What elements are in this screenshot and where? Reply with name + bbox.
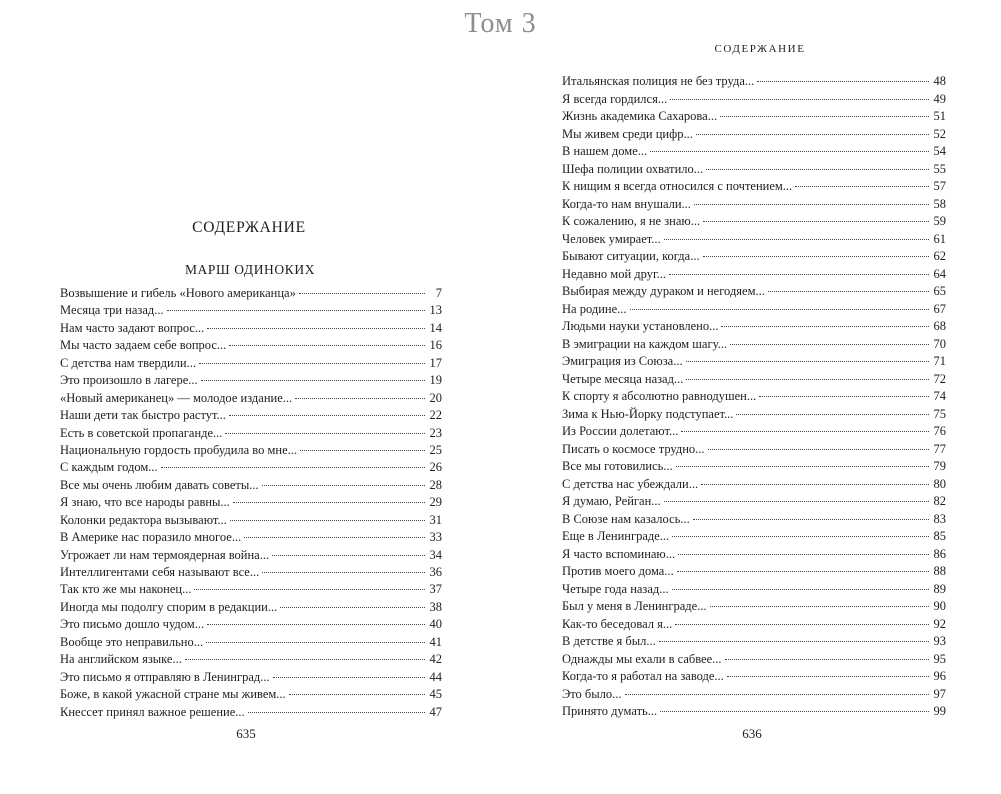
toc-entry-title: Это письмо я отправляю в Ленинград... [60, 669, 270, 684]
toc-entry-title: Когда-то нам внушали... [562, 196, 691, 211]
toc-entry [562, 301, 946, 319]
dot-leader [721, 326, 929, 327]
toc-entry-page: 90 [933, 599, 946, 613]
toc-entry-page: 36 [429, 565, 442, 579]
toc-heading: СОДЕРЖАНИЕ [192, 219, 306, 236]
toc-entry [562, 388, 946, 406]
toc-entry-page: 48 [933, 74, 946, 88]
toc-entry-title: Месяца три назад... [60, 303, 164, 318]
toc-entry [562, 266, 946, 284]
dot-leader [625, 694, 929, 695]
dot-leader [686, 379, 929, 380]
dot-leader [659, 641, 929, 642]
toc-entry [562, 703, 946, 721]
toc-entry-page: 65 [933, 284, 946, 298]
dot-leader [280, 607, 425, 608]
dot-leader [225, 433, 425, 434]
toc-entry [562, 161, 946, 179]
dot-leader [727, 676, 929, 677]
toc-entry-title: Человек умирает... [562, 231, 661, 246]
toc-entry-title: Нам часто задают вопрос... [60, 320, 205, 335]
toc-entry [562, 143, 946, 161]
toc-entry [60, 669, 442, 686]
toc-entry [562, 108, 946, 126]
toc-entry-title: Мы живем среди цифр... [562, 126, 693, 141]
toc-entry [60, 337, 442, 354]
dot-leader [199, 363, 425, 364]
dot-leader [207, 328, 425, 329]
toc-entry-title: Интеллигентами себя называют все... [60, 565, 260, 579]
dot-leader [703, 256, 929, 257]
toc-entry-page: 29 [429, 495, 442, 510]
dot-leader [230, 520, 425, 521]
toc-entry-page: 96 [933, 669, 946, 683]
toc-entry-page: 14 [429, 320, 442, 335]
toc-entry-title: Угрожает ли нам термоядерная война... [60, 547, 270, 562]
toc-entry-title: Все мы готовились... [562, 459, 673, 473]
toc-entry [562, 616, 946, 634]
dot-leader [768, 291, 929, 292]
toc-entry-page: 95 [933, 651, 946, 666]
toc-entry-title: Наши дети так быстро растут... [60, 408, 226, 423]
toc-entry-title: В нашем доме... [562, 144, 648, 158]
dot-leader [650, 151, 929, 152]
toc-entry-page: 74 [933, 389, 946, 403]
toc-entry-page: 57 [933, 179, 946, 193]
toc-entry-title: Так кто же мы наконец... [60, 582, 192, 597]
toc-entry [562, 581, 946, 599]
dot-leader [710, 606, 929, 607]
toc-entry-title: Мы часто задаем себе вопрос... [60, 338, 227, 353]
toc-entry-page: 55 [933, 161, 946, 176]
dot-leader [677, 571, 929, 572]
toc-entry [562, 371, 946, 389]
toc-entry [562, 563, 946, 581]
toc-entry [60, 477, 442, 494]
toc-entry-page: 51 [933, 109, 946, 123]
toc-entry [562, 423, 946, 441]
toc-entry-title: Я думаю, Рейган... [562, 494, 661, 508]
toc-entry-page: 37 [429, 582, 442, 597]
toc-entry-title: Колонки редактора вызывают... [60, 512, 227, 527]
toc-entry-page: 28 [429, 477, 442, 492]
toc-entry-title: Все мы очень любим давать советы... [60, 477, 259, 492]
toc-entry-title: Когда-то я работал на заводе... [562, 669, 724, 683]
dot-leader [757, 81, 929, 82]
toc-entry-title: «Новый американец» — молодое издание... [60, 390, 293, 405]
toc-entry-page: 31 [429, 512, 442, 527]
toc-entry [60, 425, 442, 442]
toc-entry-page: 82 [933, 494, 946, 508]
toc-entry [562, 406, 946, 424]
toc-entry-page: 20 [429, 390, 442, 405]
toc-entry-title: В детстве я был... [562, 634, 656, 648]
toc-entry [60, 686, 442, 703]
dot-leader [289, 694, 425, 695]
toc-entry-page: 92 [933, 616, 946, 631]
toc-entry-title: Однажды мы ехали в сабвее... [562, 651, 722, 666]
toc-entry-title: Итальянская полиция не без труда... [562, 74, 755, 88]
dot-leader [670, 99, 929, 100]
toc-entry-page: 86 [933, 546, 946, 561]
toc-entry-title: В Америке нас поразило многое... [60, 530, 242, 545]
dot-leader [672, 536, 929, 537]
toc-entry [562, 458, 946, 476]
toc-entry-page: 16 [429, 338, 442, 353]
toc-entry-page: 88 [933, 564, 946, 578]
toc-entry [562, 546, 946, 564]
toc-entry-title: Из России долетают... [562, 424, 679, 438]
toc-entry-page: 34 [429, 547, 442, 562]
page-number-right: 636 [742, 726, 762, 741]
toc-entry [60, 651, 442, 668]
toc-entry-page: 79 [933, 459, 946, 473]
toc-entry-title: Национальную гордость пробудила во мне... [60, 442, 298, 457]
dot-leader [248, 712, 425, 713]
toc-entry-page: 72 [933, 371, 946, 386]
toc-entry-title: В эмиграции на каждом шагу... [562, 336, 727, 351]
toc-entry [562, 633, 946, 651]
toc-entry-title: Я часто вспоминаю... [562, 546, 676, 561]
toc-entry [562, 668, 946, 686]
toc-entry-page: 45 [429, 687, 442, 702]
toc-entry-title: Это произошло в лагере... [60, 373, 198, 388]
dot-leader [730, 344, 929, 345]
toc-entry [562, 283, 946, 301]
toc-entry [60, 547, 442, 564]
toc-entry-title: Принято думать... [562, 704, 658, 718]
dot-leader [295, 398, 425, 399]
toc-entry-title: Это письмо дошло чудом... [60, 617, 205, 632]
dot-leader [194, 589, 425, 590]
dot-leader [630, 309, 929, 310]
dot-leader [300, 450, 425, 451]
toc-entry-title: Шефа полиции охватило... [562, 161, 704, 176]
toc-entry [562, 686, 946, 704]
toc-entry-title: С каждым годом... [60, 460, 158, 475]
toc-entry [60, 634, 442, 651]
toc-entry [60, 599, 442, 616]
running-head: СОДЕРЖАНИЕ [714, 43, 806, 55]
dot-leader [706, 169, 929, 170]
toc-entry-title: Вообще это неправильно... [60, 634, 204, 649]
toc-entry [60, 442, 442, 459]
toc-entry-page: 99 [933, 704, 946, 718]
dot-leader [262, 572, 425, 573]
toc-entry-page: 58 [933, 196, 946, 211]
toc-entry [562, 126, 946, 144]
dot-leader [272, 555, 425, 556]
dot-leader [681, 431, 929, 432]
toc-entry-page: 25 [429, 442, 442, 457]
toc-entry-title: Я всегда гордился... [562, 91, 668, 106]
toc-entry-title: Людьми науки установлено... [562, 319, 719, 333]
toc-entry [562, 353, 946, 371]
toc-entry-title: Возвышение и гибель «Нового американца» [60, 286, 296, 300]
dot-leader [686, 361, 929, 362]
toc-entry-title: С детства нам твердили... [60, 355, 196, 370]
toc-entry-title: Писать о космосе трудно... [562, 441, 705, 456]
toc-entry [562, 598, 946, 616]
toc-entry-title: К сожалению, я не знаю... [562, 214, 701, 228]
toc-entry-page: 40 [429, 617, 442, 632]
dot-leader [693, 519, 929, 520]
dot-leader [678, 554, 929, 555]
toc-entry-title: К нищим я всегда относился с почтением... [562, 179, 793, 193]
toc-entry-title: К спорту я абсолютно равнодушен... [562, 389, 757, 403]
toc-list-left [60, 285, 442, 721]
toc-entry-title: Был у меня в Ленинграде... [562, 599, 707, 613]
dot-leader [694, 204, 929, 205]
dot-leader [759, 396, 929, 397]
toc-entry [60, 372, 442, 389]
dot-leader [299, 293, 425, 294]
dot-leader [660, 711, 929, 712]
dot-leader [795, 186, 929, 187]
toc-entry-title: На родине... [562, 301, 627, 316]
toc-entry-page: 44 [429, 669, 442, 684]
toc-entry-title: Кнессет принял важное решение... [60, 704, 245, 719]
dot-leader [167, 310, 425, 311]
dot-leader [703, 221, 929, 222]
section-heading: МАРШ ОДИНОКИХ [184, 262, 316, 277]
toc-entry [60, 407, 442, 424]
toc-entry [562, 318, 946, 336]
toc-entry [60, 512, 442, 529]
dot-leader [672, 589, 929, 590]
dot-leader [696, 134, 929, 135]
toc-entry-title: Есть в советской пропаганде... [60, 425, 223, 440]
toc-entry-page: 97 [933, 686, 946, 701]
toc-entry-page: 71 [933, 354, 946, 368]
toc-entry [60, 564, 442, 581]
toc-entry [562, 73, 946, 91]
toc-entry-title: Я знаю, что все народы равны... [60, 495, 230, 510]
toc-entry [562, 178, 946, 196]
dot-leader [201, 380, 425, 381]
dot-leader [244, 537, 425, 538]
toc-entry-page: 49 [933, 91, 946, 106]
toc-entry-page: 62 [933, 249, 946, 263]
toc-entry-page: 77 [933, 441, 946, 456]
dot-leader [262, 485, 425, 486]
dot-leader [273, 677, 425, 678]
dot-leader [675, 624, 929, 625]
toc-entry-page: 38 [429, 599, 442, 614]
toc-entry-page: 22 [429, 408, 442, 423]
toc-entry-title: Еще в Ленинграде... [562, 529, 670, 543]
toc-entry-title: С детства нас убеждали... [562, 476, 699, 491]
dot-leader [725, 659, 929, 660]
toc-entry-page: 33 [429, 530, 442, 545]
toc-entry-page: 13 [429, 303, 442, 318]
toc-entry [60, 704, 442, 721]
toc-entry-title: Как-то беседовал я... [562, 616, 673, 631]
toc-entry [562, 493, 946, 511]
toc-entry-title: Четыре года назад... [562, 581, 669, 596]
dot-leader [736, 414, 929, 415]
toc-entry [562, 231, 946, 249]
toc-entry [60, 494, 442, 511]
dot-leader [669, 274, 929, 275]
dot-leader [701, 484, 929, 485]
toc-entry-page: 26 [429, 460, 442, 475]
toc-entry-title: На английском языке... [60, 652, 182, 667]
toc-entry [60, 302, 442, 319]
dot-leader [229, 345, 425, 346]
toc-entry-page: 42 [429, 652, 442, 667]
toc-entry [60, 355, 442, 372]
toc-entry-page: 19 [429, 373, 442, 388]
toc-entry [562, 248, 946, 266]
dot-leader [207, 624, 425, 625]
toc-entry-page: 68 [933, 319, 946, 333]
toc-entry [60, 285, 442, 302]
dot-leader [664, 239, 929, 240]
toc-entry [60, 390, 442, 407]
toc-entry-page: 7 [435, 286, 442, 300]
toc-entry-page: 70 [933, 336, 946, 351]
toc-entry-title: Выбирая между дураком и негодяем... [562, 284, 765, 298]
toc-entry-page: 67 [933, 301, 946, 316]
dot-leader [229, 415, 425, 416]
toc-entry-page: 52 [933, 126, 946, 141]
dot-leader [206, 642, 425, 643]
toc-entry [562, 213, 946, 231]
toc-entry-page: 64 [933, 266, 946, 281]
toc-entry-title: Иногда мы подолгу спорим в редакции... [60, 599, 278, 614]
dot-leader [676, 466, 929, 467]
toc-entry-title: Жизнь академика Сахарова... [562, 109, 718, 123]
toc-entry-page: 41 [429, 634, 442, 649]
toc-entry [60, 616, 442, 633]
toc-entry-page: 61 [933, 231, 946, 246]
dot-leader [185, 659, 425, 660]
toc-entry-page: 83 [933, 511, 946, 526]
toc-entry-title: Четыре месяца назад... [562, 371, 684, 386]
dot-leader [233, 502, 425, 503]
toc-entry [562, 651, 946, 669]
dot-leader [664, 501, 929, 502]
toc-entry-page: 47 [429, 704, 442, 719]
toc-entry [60, 581, 442, 598]
toc-entry [562, 441, 946, 459]
toc-entry [562, 91, 946, 109]
page-number-left: 635 [236, 726, 256, 741]
toc-entry [562, 511, 946, 529]
toc-entry-page: 17 [429, 355, 442, 370]
toc-entry-title: В Союзе нам казалось... [562, 511, 690, 526]
toc-entry-page: 80 [933, 476, 946, 491]
toc-entry-title: Против моего дома... [562, 564, 674, 578]
toc-entry [562, 528, 946, 546]
toc-entry [60, 529, 442, 546]
toc-entry-title: Это было... [562, 686, 622, 701]
toc-entry-page: 54 [933, 144, 946, 158]
toc-entry [562, 196, 946, 214]
toc-list-right [562, 73, 946, 721]
toc-entry-page: 76 [933, 424, 946, 438]
toc-entry-title: Бывают ситуации, когда... [562, 249, 700, 263]
toc-entry-title: Боже, в какой ужасной стране мы живем... [60, 687, 286, 702]
toc-entry [562, 476, 946, 494]
toc-entry-title: Недавно мой друг... [562, 266, 667, 281]
toc-entry-title: Эмиграция из Союза... [562, 354, 683, 368]
toc-entry [562, 336, 946, 354]
toc-entry-title: Зима к Нью-Йорку подступает... [562, 406, 734, 421]
toc-entry-page: 75 [933, 406, 946, 421]
toc-entry-page: 23 [429, 425, 442, 440]
toc-entry [60, 320, 442, 337]
toc-entry-page: 89 [933, 581, 946, 596]
volume-title: Том 3 [464, 8, 537, 39]
dot-leader [708, 449, 929, 450]
toc-entry-page: 93 [933, 634, 946, 648]
dot-leader [720, 116, 929, 117]
toc-entry-page: 85 [933, 529, 946, 543]
toc-entry [60, 459, 442, 476]
toc-entry-page: 59 [933, 214, 946, 228]
dot-leader [161, 467, 425, 468]
